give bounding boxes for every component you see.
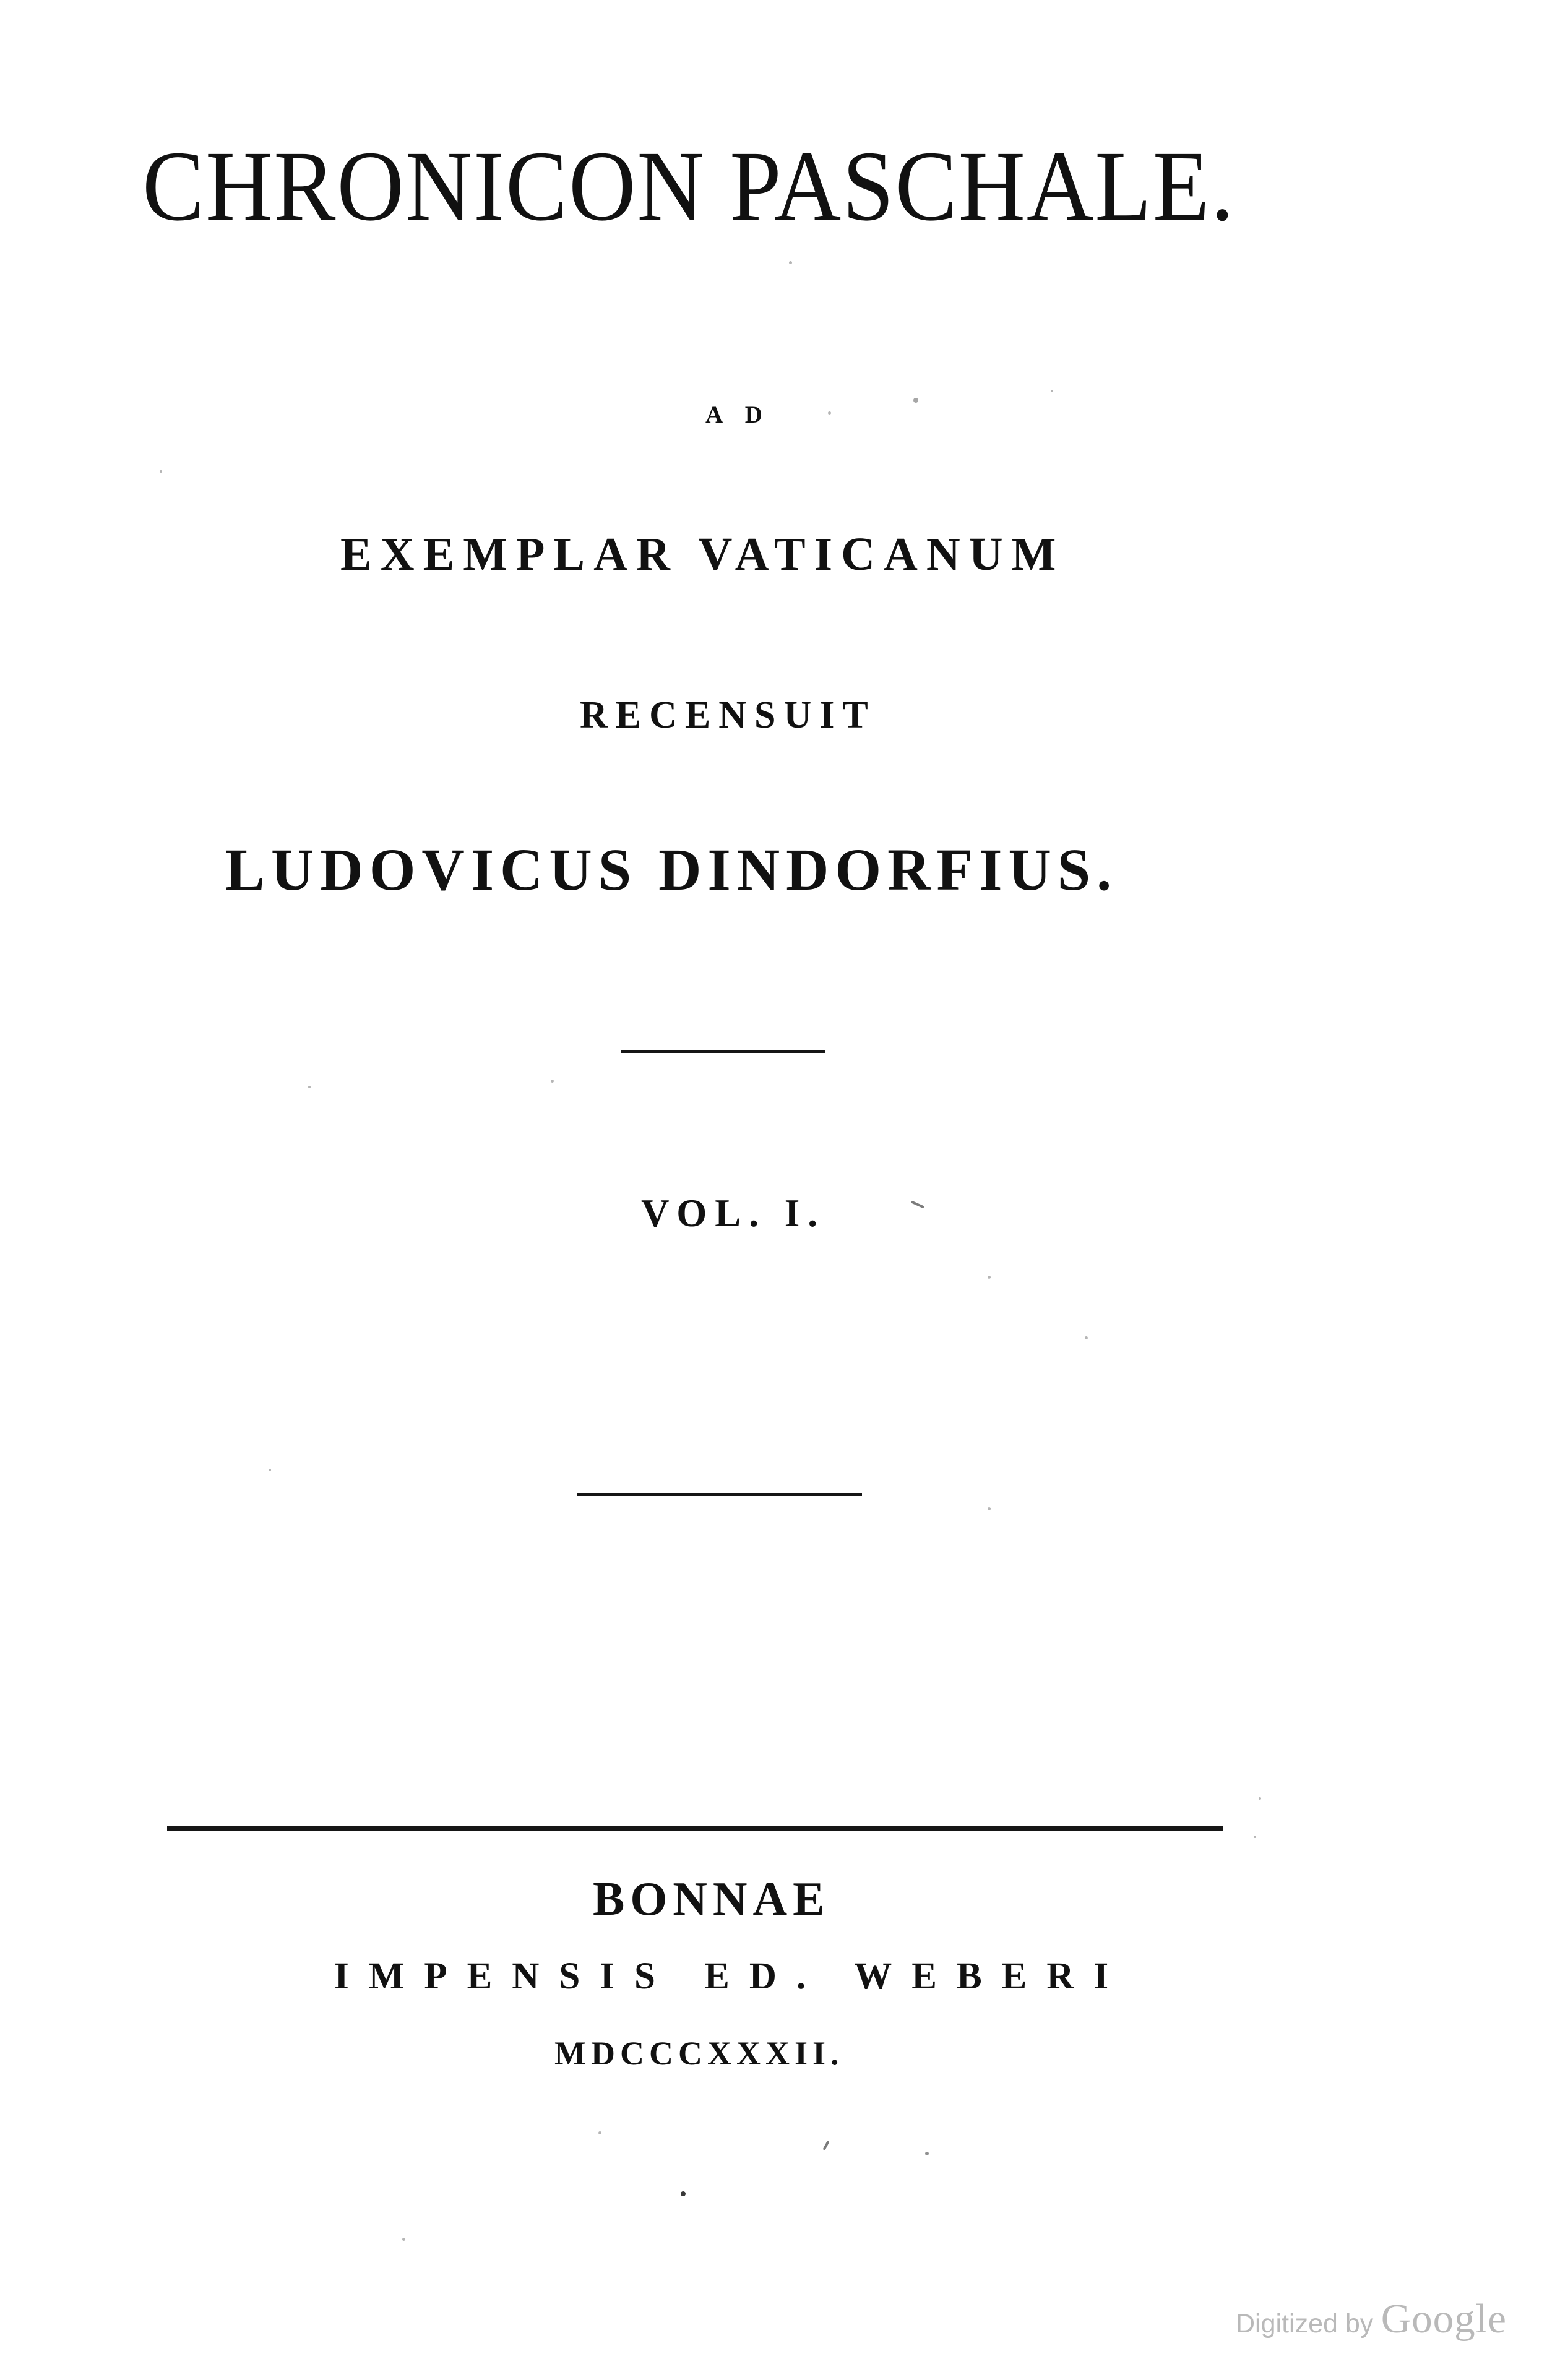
paper-speck — [598, 2131, 601, 2134]
author-name: LUDOVICUS DINDORFIUS. — [225, 836, 1118, 903]
google-watermark: Google — [1381, 2296, 1507, 2342]
publisher-line: IMPENSIS ED. WEBERI — [334, 1956, 1129, 1997]
paper-speck — [1254, 1836, 1256, 1838]
lower-rule — [167, 1826, 1223, 1831]
paper-speck — [681, 2191, 686, 2196]
paper-speck — [160, 470, 162, 473]
paper-speck — [828, 411, 831, 415]
paper-speck — [269, 1469, 271, 1471]
paper-speck — [1085, 1336, 1088, 1339]
digitization-watermark — [1236, 2295, 1527, 2343]
ink-mark — [911, 1201, 924, 1209]
watermark-prefix: Digitized by — [1236, 2309, 1374, 2339]
paper-speck — [551, 1080, 554, 1083]
recensuit-text: RECENSUIT — [580, 694, 876, 736]
volume-label: VOL. I. — [641, 1192, 826, 1235]
paper-speck — [1259, 1797, 1261, 1800]
paper-speck — [988, 1276, 991, 1279]
paper-speck — [789, 261, 792, 264]
publication-year: MDCCCXXXII. — [554, 2035, 844, 2072]
ink-mark — [822, 2141, 829, 2150]
middle-rule — [577, 1493, 862, 1496]
paper-speck — [988, 1507, 991, 1510]
place-of-publication: BONNAE — [593, 1872, 830, 1925]
paper-speck — [925, 2152, 929, 2155]
paper-speck — [308, 1086, 311, 1088]
exemplar-text: EXEMPLAR VATICANUM — [340, 528, 1065, 580]
book-title: CHRONICON PASCHALE. — [142, 131, 1236, 242]
paper-speck — [1051, 390, 1053, 392]
upper-rule — [621, 1050, 825, 1053]
paper-speck — [913, 398, 918, 403]
paper-speck — [402, 2238, 405, 2241]
ad-text: A D — [705, 402, 771, 428]
